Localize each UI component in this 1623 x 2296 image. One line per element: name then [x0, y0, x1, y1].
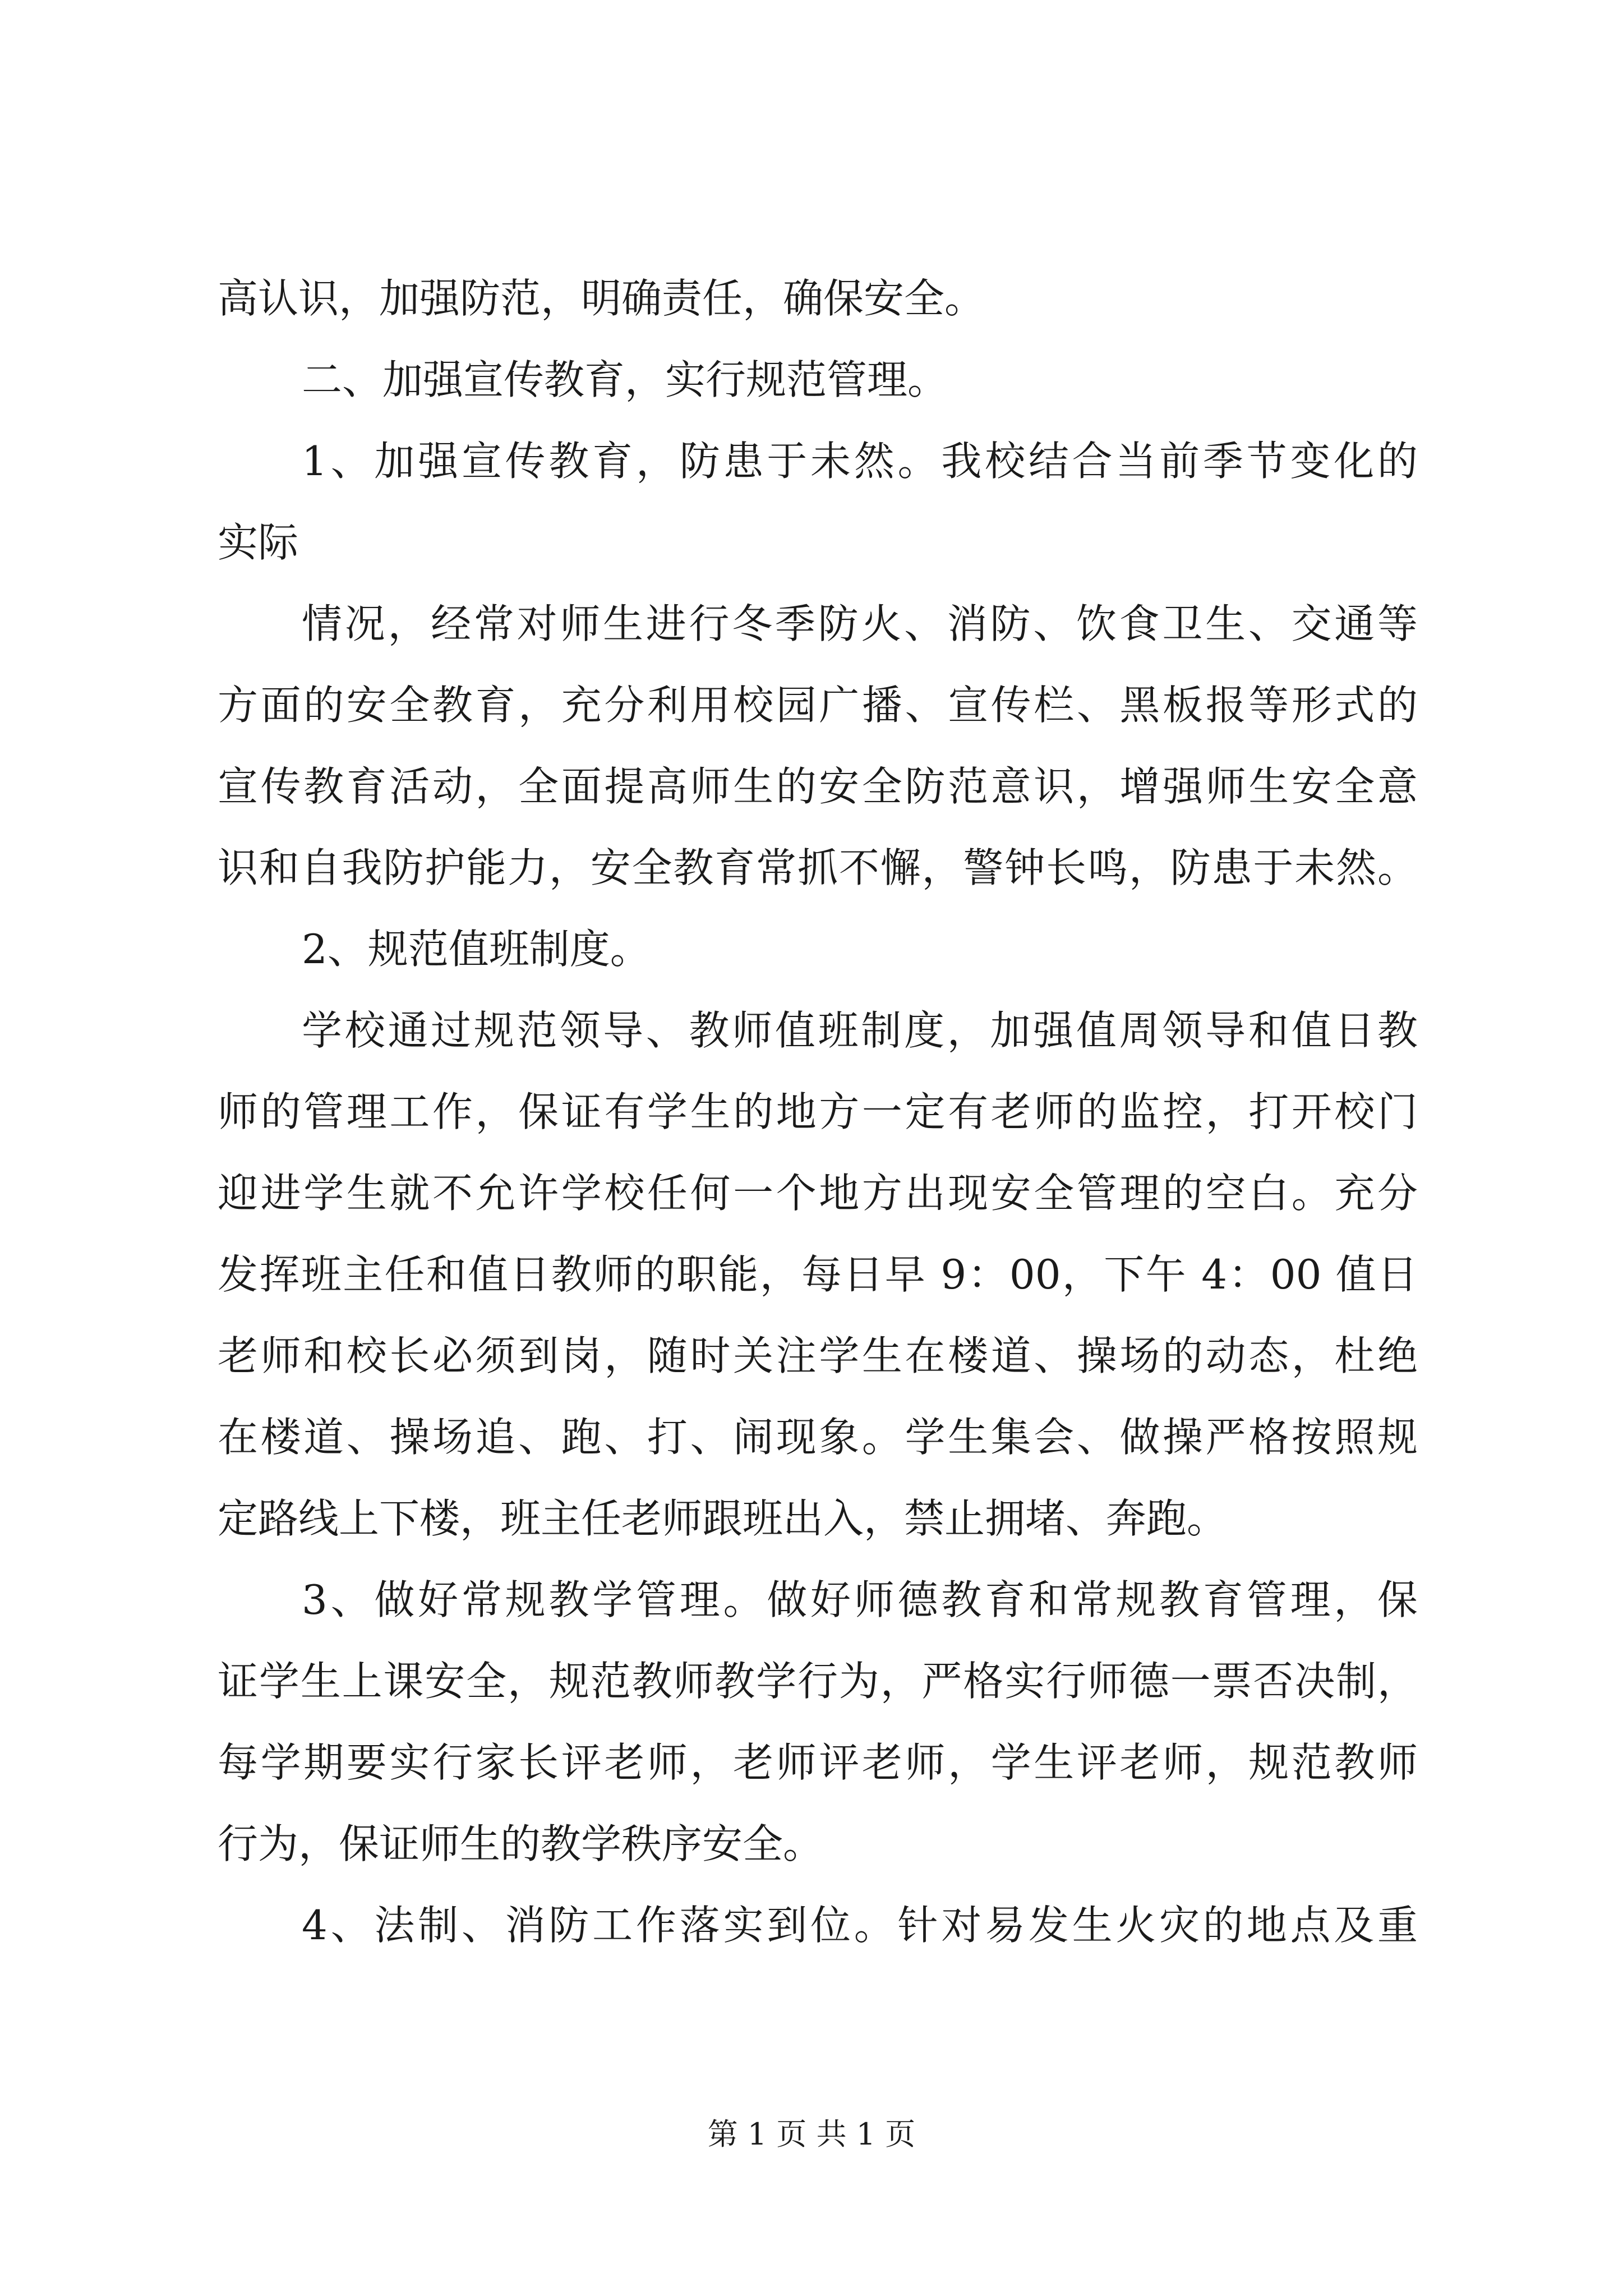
text-line: 实际: [218, 519, 299, 566]
text-line: 每学期要实行家长评老师，老师评老师，学生评老师，规范教师: [218, 1739, 1418, 1786]
text-line: 发挥班主任和值日教师的职能，每日早 9：00，下午 4：00 值日: [218, 1251, 1418, 1298]
text-line: 二、加强宣传教育，实行规范管理。: [302, 356, 948, 403]
text-line: 行为，保证师生的教学秩序安全。: [218, 1820, 824, 1867]
text-line: 老师和校长必须到岗，随时关注学生在楼道、操场的动态，杜绝: [218, 1332, 1418, 1379]
text-line: 学校通过规范领导、教师值班制度，加强值周领导和值日教: [302, 1007, 1418, 1054]
text-line: 识和自我防护能力，安全教育常抓不懈，警钟长鸣，防患于未然。: [218, 844, 1418, 891]
text-line: 2、规范值班制度。: [302, 926, 651, 973]
text-line: 在楼道、操场追、跑、打、闹现象。学生集会、做操严格按照规: [218, 1414, 1418, 1461]
text-line: 4、法制、消防工作落实到位。针对易发生火灾的地点及重: [302, 1902, 1418, 1949]
text-line: 定路线上下楼，班主任老师跟班出入，禁止拥堵、奔跑。: [218, 1495, 1228, 1542]
document-body: [218, 258, 1418, 1966]
page-number-footer: 第 1 页 共 1 页: [707, 2116, 916, 2152]
text-line: 师的管理工作，保证有学生的地方一定有老师的监控，打开校门: [218, 1088, 1418, 1135]
text-line: 情况，经常对师生进行冬季防火、消防、饮食卫生、交通等: [302, 600, 1418, 647]
text-line: 高认识，加强防范，明确责任，确保安全。: [218, 275, 985, 322]
text-line: 宣传教育活动，全面提高师生的安全防范意识，增强师生安全意: [218, 763, 1418, 810]
text-line: 1、加强宣传教育，防患于未然。我校结合当前季节变化的: [302, 438, 1418, 485]
text-line: 迎进学生就不允许学校任何一个地方出现安全管理的空白。充分: [218, 1170, 1418, 1217]
text-line: 证学生上课安全，规范教师教学行为，严格实行师德一票否决制，: [218, 1658, 1418, 1705]
text-line: 3、做好常规教学管理。做好师德教育和常规教育管理，保: [302, 1576, 1418, 1623]
text-line: 方面的安全教育，充分利用校园广播、宣传栏、黑板报等形式的: [218, 682, 1418, 729]
